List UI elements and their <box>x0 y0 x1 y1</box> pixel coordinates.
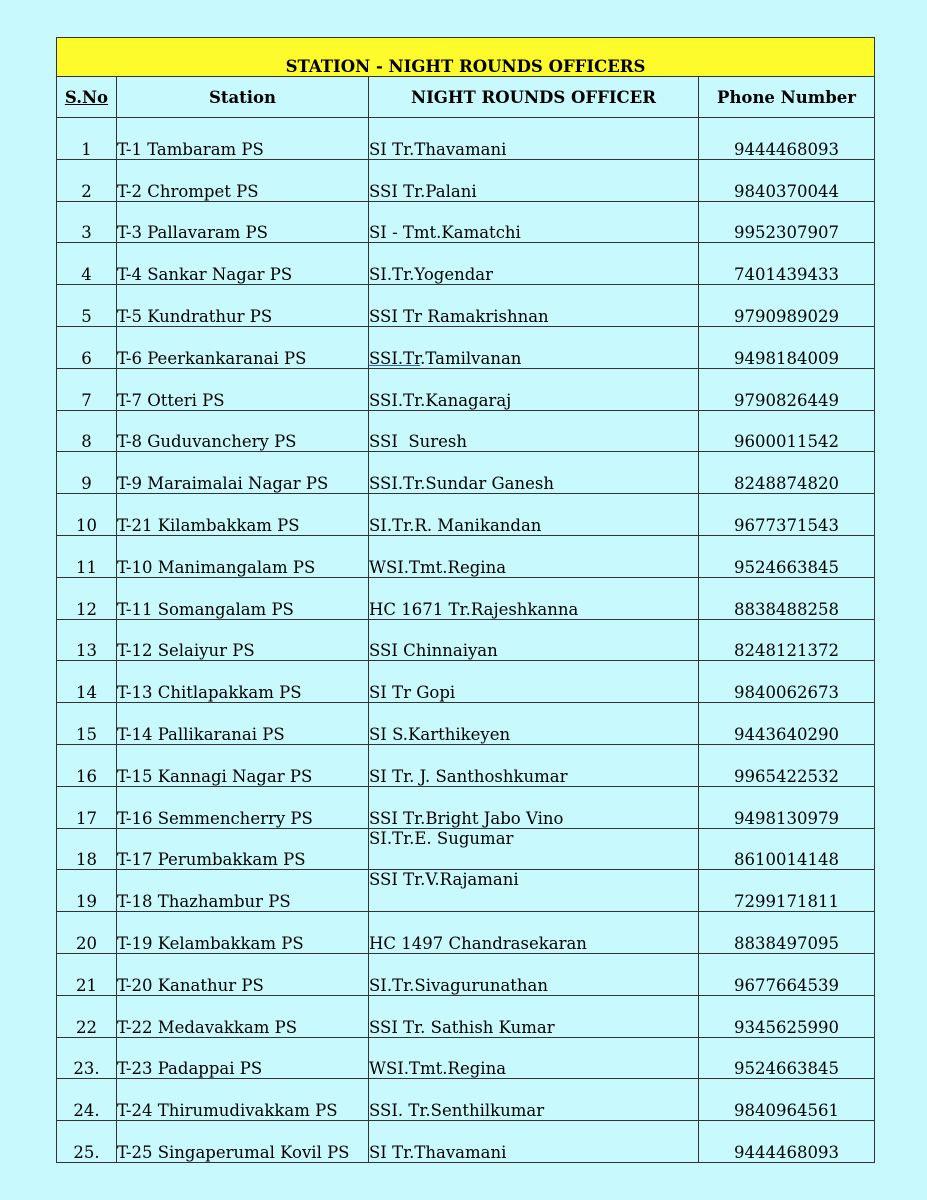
cell-officer: SSI.Tr.Kanagaraj <box>369 368 699 410</box>
cell-sno: 13 <box>57 619 117 661</box>
table-row <box>57 953 875 995</box>
cell-phone: 9677664539 <box>699 953 875 995</box>
cell-officer: SI.Tr.Sivagurunathan <box>369 953 699 995</box>
table-row <box>57 326 875 368</box>
cell-phone: 7401439433 <box>699 243 875 285</box>
cell-station: T-25 Singaperumal Kovil PS <box>117 1121 369 1163</box>
cell-officer: SI S.Karthikeyen <box>369 703 699 745</box>
cell-station: T-1 Tambaram PS <box>117 118 369 160</box>
officer-underlined-prefix: SSI.Tr <box>369 348 421 368</box>
table-row <box>57 744 875 786</box>
cell-sno: 24. <box>57 1079 117 1121</box>
cell-station: T-15 Kannagi Nagar PS <box>117 744 369 786</box>
cell-station: T-17 Perumbakkam PS <box>117 828 369 870</box>
cell-phone: 9952307907 <box>699 201 875 243</box>
table-row <box>57 828 875 870</box>
cell-officer: SSI Tr.Palani <box>369 159 699 201</box>
cell-sno: 17 <box>57 786 117 828</box>
table-title: STATION - NIGHT ROUNDS OFFICERS <box>57 38 875 77</box>
cell-phone: 9965422532 <box>699 744 875 786</box>
table-row <box>57 452 875 494</box>
cell-phone: 9444468093 <box>699 1121 875 1163</box>
cell-officer: SI Tr. J. Santhoshkumar <box>369 744 699 786</box>
cell-phone: 8248874820 <box>699 452 875 494</box>
table-row <box>57 995 875 1037</box>
cell-station: T-13 Chitlapakkam PS <box>117 661 369 703</box>
header-officer: NIGHT ROUNDS OFFICER <box>369 77 699 118</box>
cell-phone: 9840062673 <box>699 661 875 703</box>
cell-phone: 9790826449 <box>699 368 875 410</box>
cell-phone: 9840370044 <box>699 159 875 201</box>
cell-station: T-24 Thirumudivakkam PS <box>117 1079 369 1121</box>
cell-officer: SSI Tr Ramakrishnan <box>369 285 699 327</box>
cell-sno: 1 <box>57 118 117 160</box>
cell-station: T-22 Medavakkam PS <box>117 995 369 1037</box>
cell-phone: 9498184009 <box>699 326 875 368</box>
cell-officer: SI.Tr.E. Sugumar <box>369 828 699 870</box>
cell-phone: 8838497095 <box>699 912 875 954</box>
table-row <box>57 786 875 828</box>
cell-station: T-21 Kilambakkam PS <box>117 494 369 536</box>
cell-station: T-12 Selaiyur PS <box>117 619 369 661</box>
cell-sno: 25. <box>57 1121 117 1163</box>
table-row <box>57 118 875 160</box>
cell-phone: 9840964561 <box>699 1079 875 1121</box>
cell-phone: 8248121372 <box>699 619 875 661</box>
cell-officer: SI Tr.Thavamani <box>369 1121 699 1163</box>
table-row <box>57 368 875 410</box>
cell-sno: 23. <box>57 1037 117 1079</box>
cell-station: T-2 Chrompet PS <box>117 159 369 201</box>
cell-phone: 8610014148 <box>699 828 875 870</box>
cell-sno: 3 <box>57 201 117 243</box>
cell-officer: SSI.Tr.Sundar Ganesh <box>369 452 699 494</box>
cell-officer: SSI. Tr.Senthilkumar <box>369 1079 699 1121</box>
cell-officer: SI - Tmt.Kamatchi <box>369 201 699 243</box>
cell-station: T-3 Pallavaram PS <box>117 201 369 243</box>
cell-station: T-23 Padappai PS <box>117 1037 369 1079</box>
cell-station: T-4 Sankar Nagar PS <box>117 243 369 285</box>
cell-station: T-11 Somangalam PS <box>117 577 369 619</box>
cell-phone: 9498130979 <box>699 786 875 828</box>
table-title-row <box>57 38 875 77</box>
cell-sno: 20 <box>57 912 117 954</box>
cell-officer: SSI Tr. Sathish Kumar <box>369 995 699 1037</box>
cell-officer: SI Tr.Thavamani <box>369 118 699 160</box>
cell-phone: 9345625990 <box>699 995 875 1037</box>
cell-phone: 9677371543 <box>699 494 875 536</box>
cell-station: T-20 Kanathur PS <box>117 953 369 995</box>
cell-station: T-5 Kundrathur PS <box>117 285 369 327</box>
cell-sno: 21 <box>57 953 117 995</box>
cell-sno: 15 <box>57 703 117 745</box>
cell-sno: 6 <box>57 326 117 368</box>
cell-sno: 22 <box>57 995 117 1037</box>
cell-phone: 8838488258 <box>699 577 875 619</box>
cell-sno: 5 <box>57 285 117 327</box>
table-row <box>57 870 875 912</box>
cell-officer: WSI.Tmt.Regina <box>369 535 699 577</box>
cell-sno: 9 <box>57 452 117 494</box>
cell-officer: SI Tr Gopi <box>369 661 699 703</box>
column-header-row <box>57 77 875 118</box>
cell-officer <box>369 326 699 368</box>
cell-officer: SSI Tr.V.Rajamani <box>369 870 699 912</box>
cell-officer: SSI Chinnaiyan <box>369 619 699 661</box>
cell-sno: 19 <box>57 870 117 912</box>
table-row <box>57 410 875 452</box>
cell-sno: 2 <box>57 159 117 201</box>
table-row <box>57 661 875 703</box>
cell-sno: 16 <box>57 744 117 786</box>
cell-phone: 9443640290 <box>699 703 875 745</box>
header-phone: Phone Number <box>699 77 875 118</box>
cell-phone: 9790989029 <box>699 285 875 327</box>
cell-sno: 4 <box>57 243 117 285</box>
table-row <box>57 285 875 327</box>
cell-station: T-16 Semmencherry PS <box>117 786 369 828</box>
cell-station: T-19 Kelambakkam PS <box>117 912 369 954</box>
cell-officer: HC 1497 Chandrasekaran <box>369 912 699 954</box>
cell-sno: 11 <box>57 535 117 577</box>
cell-station: T-14 Pallikaranai PS <box>117 703 369 745</box>
table-row <box>57 577 875 619</box>
table-row <box>57 1121 875 1163</box>
table-row <box>57 201 875 243</box>
cell-sno: 8 <box>57 410 117 452</box>
cell-phone: 9524663845 <box>699 1037 875 1079</box>
cell-station: T-8 Guduvanchery PS <box>117 410 369 452</box>
cell-phone: 7299171811 <box>699 870 875 912</box>
table-row <box>57 494 875 536</box>
table-row <box>57 535 875 577</box>
table-row <box>57 1037 875 1079</box>
cell-phone: 9600011542 <box>699 410 875 452</box>
cell-phone: 9524663845 <box>699 535 875 577</box>
cell-sno: 14 <box>57 661 117 703</box>
cell-sno: 10 <box>57 494 117 536</box>
cell-station: T-7 Otteri PS <box>117 368 369 410</box>
cell-officer: SSI Tr.Bright Jabo Vino <box>369 786 699 828</box>
cell-officer: SI.Tr.Yogendar <box>369 243 699 285</box>
cell-sno: 12 <box>57 577 117 619</box>
cell-station: T-18 Thazhambur PS <box>117 870 369 912</box>
table-row <box>57 619 875 661</box>
cell-officer: SSI Suresh <box>369 410 699 452</box>
cell-officer: WSI.Tmt.Regina <box>369 1037 699 1079</box>
table-row <box>57 703 875 745</box>
officer-name-rest: .Tamilvanan <box>420 348 522 368</box>
table-row <box>57 1079 875 1121</box>
cell-station: T-9 Maraimalai Nagar PS <box>117 452 369 494</box>
table-row <box>57 912 875 954</box>
cell-station: T-6 Peerkankaranai PS <box>117 326 369 368</box>
cell-sno: 7 <box>57 368 117 410</box>
cell-officer: SI.Tr.R. Manikandan <box>369 494 699 536</box>
cell-station: T-10 Manimangalam PS <box>117 535 369 577</box>
cell-officer: HC 1671 Tr.Rajeshkanna <box>369 577 699 619</box>
night-rounds-table <box>56 37 875 1163</box>
table-row <box>57 159 875 201</box>
cell-sno: 18 <box>57 828 117 870</box>
table-row <box>57 243 875 285</box>
header-station: Station <box>117 77 369 118</box>
cell-phone: 9444468093 <box>699 118 875 160</box>
header-sno: S.No <box>57 77 117 118</box>
